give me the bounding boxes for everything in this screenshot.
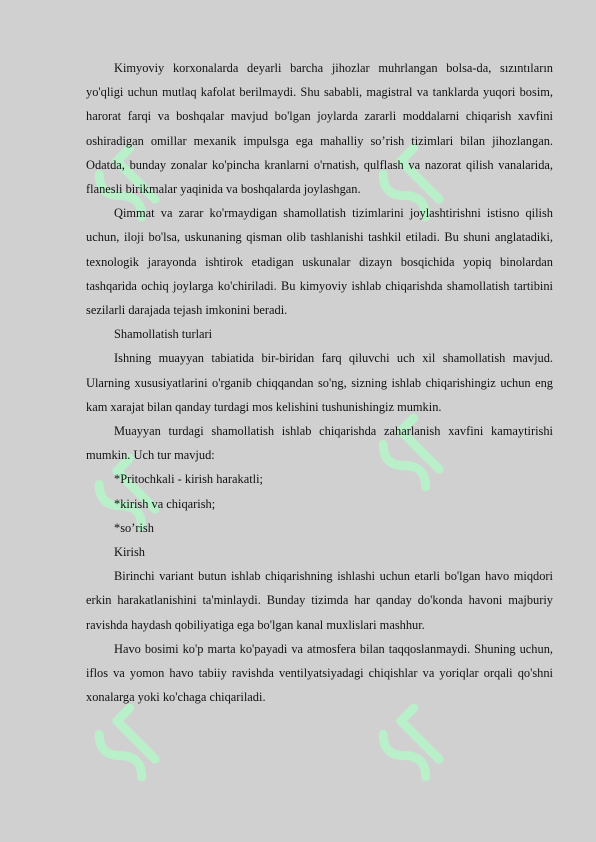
paragraph: Kimyoviy korxonalarda deyarli barcha jihozlar muhrlangan bolsa-da, sızıntıların yo'qligi uchun mutlaq kafolat berilmaydi. Shu sababli, magistral va tanklarda yuqori bosim, harorat farqi va boshqalar mavjud bo'lgan joylarda zararli moddalarni chiqarish xavfini oshiradigan omillar mexanik impulsga ega mahalliy so’rish tizimlari bilan jihozlangan. Odatda, bunday zonalar ko'pincha kranlarni o'rnatish, qulflash va nazorat qilish vanalarida, flanesli birikmalar yaqinida va boshqalarda joylashgan. [86, 61, 553, 197]
list-item: *Pritochkali - kirish harakatli; [114, 472, 263, 487]
paragraph: Havo bosimi ko'p marta ko'payadi va atmosfera bilan taqqoslanmaydi. Shuning uchun, iflos va yomon havo tabiiy ravishda ventilyatsiyadagi chiqishlar va yoriqlar orqali qo'shni xonalarga yoki ko'chaga chiqariladi. [86, 641, 553, 705]
paragraph: Muayyan turdagi shamollatish ishlab chiqarishda zaharlanish xavfini kamaytirishi mumkin. Uch tur mavjud: [86, 424, 553, 463]
list-item: *kirish va chiqarish; [114, 496, 216, 511]
paragraph: Qimmat va zarar ko'rmaydigan shamollatish tizimlarini joylashtirishni istisno qilish uchun, iloji bo'lsa, uskunaning qisman olib tashlanishi tashkil etiladi. Bu shuni anglatadiki, texnologik jarayonda ishtirok etadigan uskunalar dizayn bosqichida yopiq binolardan tashqarida ochiq joylarga ko'chiriladi. Bu kimyoviy ishlab chiqarishda shamollatish tartibini sezilarli darajada tejash imkonini beradi. [86, 206, 553, 318]
list-item: *so’rish [114, 520, 154, 535]
section-heading: Kirish [114, 545, 145, 560]
paragraph: Birinchi variant butun ishlab chiqarishning ishlashi uchun etarli bo'lgan havo miqdori erkin harakatlanishini ta'minlaydi. Bunday tizimda har qanday do'konda havoni majburiy ravishda haydash qobiliyatiga ega bo'lgan kanal muxlislari mashhur. [86, 569, 553, 632]
document-body [86, 56, 553, 709]
section-heading: Shamollatish turlari [114, 327, 213, 342]
paragraph: Ishning muayyan tabiatida bir-biridan farq qiluvchi uch xil shamollatish mavjud. Ularning xususiyatlarini o'rganib chiqqandan so'ng, sizning ishlab chiqarishingiz uchun eng kam xarajat bilan qanday turdagi mos kelishini tushunishingiz mumkin. [86, 351, 553, 414]
